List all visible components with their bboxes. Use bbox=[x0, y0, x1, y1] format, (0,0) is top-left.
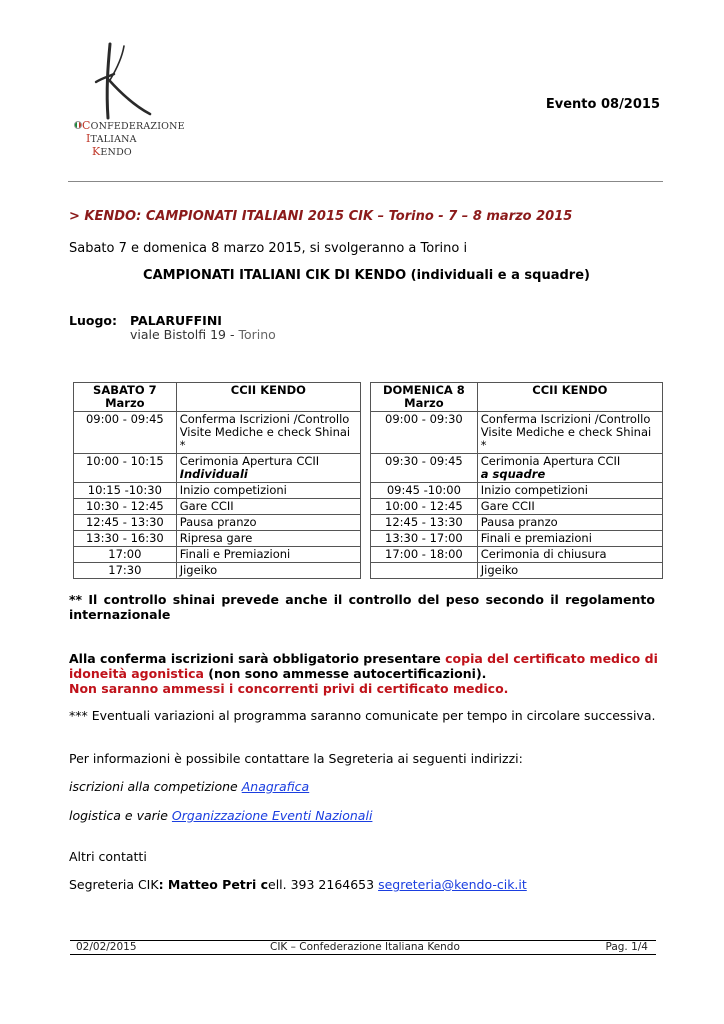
schedule-row bbox=[74, 547, 361, 563]
schedule-activity bbox=[477, 563, 662, 579]
activity-text: Pausa pranzo bbox=[480, 515, 558, 529]
warning-highlight: copia del certificato medico di idoneità agonistica bbox=[69, 651, 658, 681]
warning-line-2: Non saranno ammessi i concorrenti privi di certificato medico. bbox=[69, 681, 509, 696]
schedule-time: 13:30 - 17:00 bbox=[371, 531, 478, 547]
schedule-activity bbox=[477, 454, 662, 483]
schedule-row bbox=[371, 531, 663, 547]
venue-city: Torino bbox=[238, 327, 276, 342]
activity-text: Cerimonia Apertura CCII bbox=[179, 454, 320, 468]
schedule-time: 12:45 - 13:30 bbox=[74, 515, 177, 531]
activity-text: Conferma Iscrizioni /Controllo bbox=[179, 412, 350, 426]
schedule-row bbox=[74, 483, 361, 499]
schedule-activity bbox=[176, 547, 360, 563]
schedule-row bbox=[74, 515, 361, 531]
day-header: SABATO 7 Marzo bbox=[74, 383, 177, 412]
schedule-time: 09:00 - 09:45 bbox=[74, 412, 177, 454]
activity-detail: a squadre bbox=[480, 467, 546, 481]
logistics-label: logistica e varie bbox=[69, 808, 172, 823]
kendo-logo-icon bbox=[88, 40, 158, 120]
schedule-activity bbox=[176, 454, 360, 483]
secretary-email-link[interactable]: segreteria@kendo-cik.it bbox=[378, 877, 527, 892]
activity-text: Inizio competizioni bbox=[480, 483, 588, 497]
schedule-row bbox=[371, 499, 663, 515]
page-title: > KENDO: CAMPIONATI ITALIANI 2015 CIK – Torino - 7 – 8 marzo 2015 bbox=[69, 209, 573, 224]
registration-label: iscrizioni alla competizione bbox=[69, 779, 242, 794]
other-contacts-label: Altri contatti bbox=[69, 849, 147, 864]
activity-text: Cerimonia Apertura CCII bbox=[480, 454, 621, 468]
schedule-row bbox=[74, 563, 361, 579]
header-divider bbox=[68, 181, 663, 182]
schedule-row bbox=[371, 515, 663, 531]
variations-note: *** Eventuali variazioni al programma saranno comunicate per tempo in circolare successiva. bbox=[69, 708, 656, 723]
schedule-time: 13:30 - 16:30 bbox=[74, 531, 177, 547]
activity-text: Inizio competizioni bbox=[179, 483, 287, 497]
secretary-name: : Matteo Petri c bbox=[158, 877, 268, 892]
footer-bottom-divider bbox=[70, 954, 656, 955]
registration-line bbox=[69, 779, 309, 794]
program-header: CCII KENDO bbox=[176, 383, 360, 412]
schedule-row bbox=[371, 547, 663, 563]
activity-text: Gare CCII bbox=[480, 499, 535, 513]
logo-line-2: ITALIANA bbox=[86, 132, 137, 145]
schedule-time bbox=[371, 563, 478, 579]
schedule-row bbox=[371, 454, 663, 483]
schedule-activity bbox=[176, 531, 360, 547]
venue-address bbox=[130, 327, 276, 342]
footer-page-number: Pag. 1/4 bbox=[605, 941, 648, 953]
schedule-row bbox=[74, 454, 361, 483]
activity-text: Finali e premiazioni bbox=[480, 531, 592, 545]
sunday-schedule-table bbox=[370, 382, 663, 579]
program-header: CCII KENDO bbox=[477, 383, 662, 412]
events-organization-link[interactable]: Organizzazione Eventi Nazionali bbox=[171, 808, 373, 823]
italian-flag-icon bbox=[74, 121, 82, 129]
schedule-row bbox=[371, 412, 663, 454]
schedule-activity bbox=[477, 547, 662, 563]
logo-organization-name bbox=[82, 120, 185, 159]
logistics-line bbox=[69, 808, 372, 823]
schedule-activity bbox=[176, 412, 360, 454]
schedule-row bbox=[74, 531, 361, 547]
event-number: Evento 08/2015 bbox=[545, 97, 660, 112]
schedule-row bbox=[371, 563, 663, 579]
schedule-time: 17:30 bbox=[74, 563, 177, 579]
table-header-row bbox=[74, 383, 361, 412]
warning-text-end: (non sono ammesse autocertificazioni). bbox=[203, 666, 487, 681]
activity-text: Ripresa gare bbox=[179, 531, 253, 545]
secretary-label: Segreteria CIK bbox=[69, 877, 159, 892]
championship-heading: CAMPIONATI ITALIANI CIK DI KENDO (individuali e a squadre) bbox=[143, 268, 590, 283]
schedule-activity bbox=[176, 483, 360, 499]
logo-line-3: KENDO bbox=[92, 145, 132, 158]
table-header-row bbox=[371, 383, 663, 412]
schedule-activity bbox=[477, 515, 662, 531]
saturday-schedule-table bbox=[73, 382, 361, 579]
secretary-phone: ell. 393 2164653 bbox=[268, 877, 379, 892]
schedule-activity bbox=[477, 483, 662, 499]
schedule-activity bbox=[477, 499, 662, 515]
activity-detail: Visite Mediche e check Shinai * bbox=[480, 425, 652, 452]
schedule-row bbox=[74, 499, 361, 515]
schedule-time: 10:00 - 12:45 bbox=[371, 499, 478, 515]
schedule-row bbox=[74, 412, 361, 454]
schedule-activity bbox=[176, 499, 360, 515]
medical-certificate-warning bbox=[69, 651, 669, 696]
schedule-activity bbox=[477, 531, 662, 547]
schedule-activity bbox=[176, 563, 360, 579]
schedule-time: 17:00 - 18:00 bbox=[371, 547, 478, 563]
activity-text: Finali e Premiazioni bbox=[179, 547, 291, 561]
venue-label: Luogo: bbox=[69, 313, 117, 328]
day-header: DOMENICA 8 Marzo bbox=[371, 383, 478, 412]
schedule-time: 09:30 - 09:45 bbox=[371, 454, 478, 483]
schedule-row bbox=[371, 483, 663, 499]
schedule-time: 10:15 -10:30 bbox=[74, 483, 177, 499]
schedule-time: 10:30 - 12:45 bbox=[74, 499, 177, 515]
schedule-time: 09:00 - 09:30 bbox=[371, 412, 478, 454]
activity-text: Jigeiko bbox=[480, 563, 519, 577]
warning-text: Alla conferma iscrizioni sarà obbligatorio presentare bbox=[69, 651, 446, 666]
activity-detail: Visite Mediche e check Shinai * bbox=[179, 425, 351, 452]
activity-text: Pausa pranzo bbox=[179, 515, 257, 529]
anagrafica-link[interactable]: Anagrafica bbox=[241, 779, 310, 794]
venue-name: PALARUFFINI bbox=[130, 313, 222, 328]
footer-date: 02/02/2015 bbox=[76, 941, 137, 953]
activity-text: Gare CCII bbox=[179, 499, 234, 513]
schedule-time: 09:45 -10:00 bbox=[371, 483, 478, 499]
schedule-time: 17:00 bbox=[74, 547, 177, 563]
footer-organization: CIK – Confederazione Italiana Kendo bbox=[270, 941, 460, 953]
activity-text: Cerimonia di chiusura bbox=[480, 547, 607, 561]
schedule-time: 12:45 - 13:30 bbox=[371, 515, 478, 531]
venue-street: viale Bistolfi 19 - bbox=[130, 327, 239, 342]
info-text: Per informazioni è possibile contattare la Segreteria ai seguenti indirizzi: bbox=[69, 751, 523, 766]
activity-text: Conferma Iscrizioni /Controllo bbox=[480, 412, 651, 426]
schedule-time: 10:00 - 10:15 bbox=[74, 454, 177, 483]
schedule-activity bbox=[176, 515, 360, 531]
secretary-contact bbox=[69, 877, 527, 892]
shinai-note: ** Il controllo shinai prevede anche il controllo del peso secondo il regolamento internazionale bbox=[69, 592, 655, 622]
activity-detail: Individuali bbox=[179, 467, 248, 481]
logo-line-1: CONFEDERAZIONE bbox=[82, 119, 185, 132]
schedule-activity bbox=[477, 412, 662, 454]
intro-text: Sabato 7 e domenica 8 marzo 2015, si svolgeranno a Torino i bbox=[69, 241, 468, 256]
activity-text: Jigeiko bbox=[179, 563, 218, 577]
